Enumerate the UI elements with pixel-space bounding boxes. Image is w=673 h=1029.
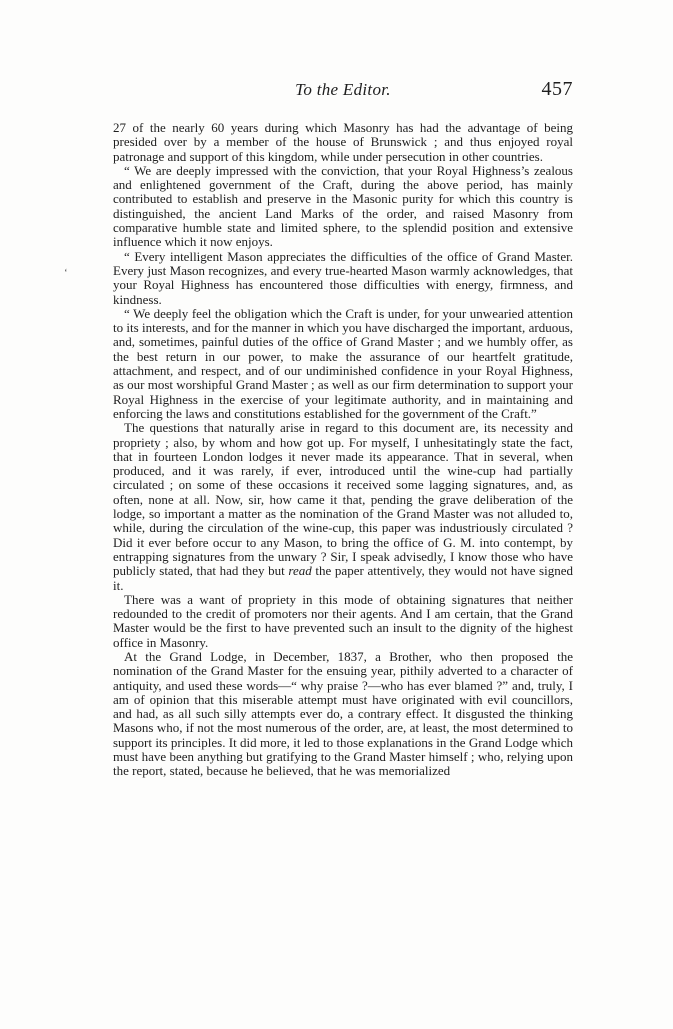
paragraph-1: 27 of the nearly 60 years during which Masonry has had the advantage of being presided over by a member of the house of Brunswick ; and thus enjoyed royal patronage and support of this kingdom, while under persecution in other countries. [113, 120, 573, 164]
paragraph-3: “ Every intelligent Mason appreciates the difficulties of the office of Grand Master. Every just Mason recognizes, and every true-hearted Mason warmly acknowledges, that your Royal Highness has encountered those difficulties with energy, firmness, and kindness. [113, 248, 573, 307]
margin-mark: ‘ [64, 267, 68, 279]
paragraph-5-continuation: the paper attentively, they would not have signed it. [113, 563, 573, 593]
page-number: 457 [541, 78, 573, 100]
paragraph-5 [113, 421, 573, 593]
paragraph-4: “ We deeply feel the obligation which the Craft is under, for your unwearied attention to its interests, and for the manner in which you have discharged the important, arduous, and, sometimes, painful duties of the office of Grand Master ; and we humbly offer, as the best return in our power, to make the assurance of our heartfelt gratitude, attachment, and respect, and of our undiminished confidence in your Royal Highness, as our most worshipful Grand Master ; as well as our firm determination to support your Royal Highness in the exercise of your legitimate authority, and in maintaining and enforcing the laws and constitutions established for the government of the Craft.” [113, 305, 573, 421]
paragraph-6: There was a want of propriety in this mode of obtaining signatures that neither redounded to the credit of promoters nor their agents. And I am certain, that the Grand Master would be the first to have prevented such an insult to the dignity of the highest office in Masonry. [113, 591, 573, 650]
emphasis-read: read [288, 563, 312, 579]
running-head [113, 80, 573, 106]
paragraph-2: “ We are deeply impressed with the conviction, that your Royal Highness’s zealous and enlightened government of the Craft, during the above period, has mainly contributed to establish and preserve in the Masonic purity for which this country is distinguished, the ancient Land Marks of the order, and raised Masonry from comparative humble state and limited sphere, to the splendid position and extensive influence which it now enjoys. [113, 162, 573, 250]
paragraph-5-text: The questions that naturally arise in regard to this document are, its necessity and propriety ; also, by whom and how got up. For myself, I unhesitatingly state the fact, that in fourteen London lodges it never made its appearance. That in several, when produced, and it was rarely, if ever, introduced until the wine-cup had partially circulated ; on some of these occasions it received some lagging signatures, and, as often, none at all. Now, sir, how came it that, pending the grave deliberation of the lodge, so important a matter as the nomination of the Grand Master was not alluded to, while, during the circulation of the wine-cup, this paper was industriously circulated ? Did it ever before occur to any Mason, to bring the office of G. M. into contempt, by entrapping signatures from the unwary ? Sir, I speak advisedly, I know those who have publicly stated, that had they but [113, 420, 573, 579]
running-title: To the Editor. [295, 80, 391, 99]
paragraph-7: At the Grand Lodge, in December, 1837, a Brother, who then proposed the nomination of the Grand Master for the ensuing year, pithily adverted to a character of antiquity, and used these words—“ why praise ?—who has ever blamed ?” and, truly, I am of opinion that this miserable attempt must have originated with evil councillors, and had, as all such silly attempts ever do, a contrary effect. It disgusted the thinking Masons who, if not the most numerous of the order, are, at least, the most determined to support its principles. It did more, it led to those explanations in the Grand Lodge which must have been anything but gratifying to the Grand Master himself ; who, relying upon the report, stated, because he believed, that he was memorialized [113, 648, 573, 779]
body-text [113, 121, 573, 779]
